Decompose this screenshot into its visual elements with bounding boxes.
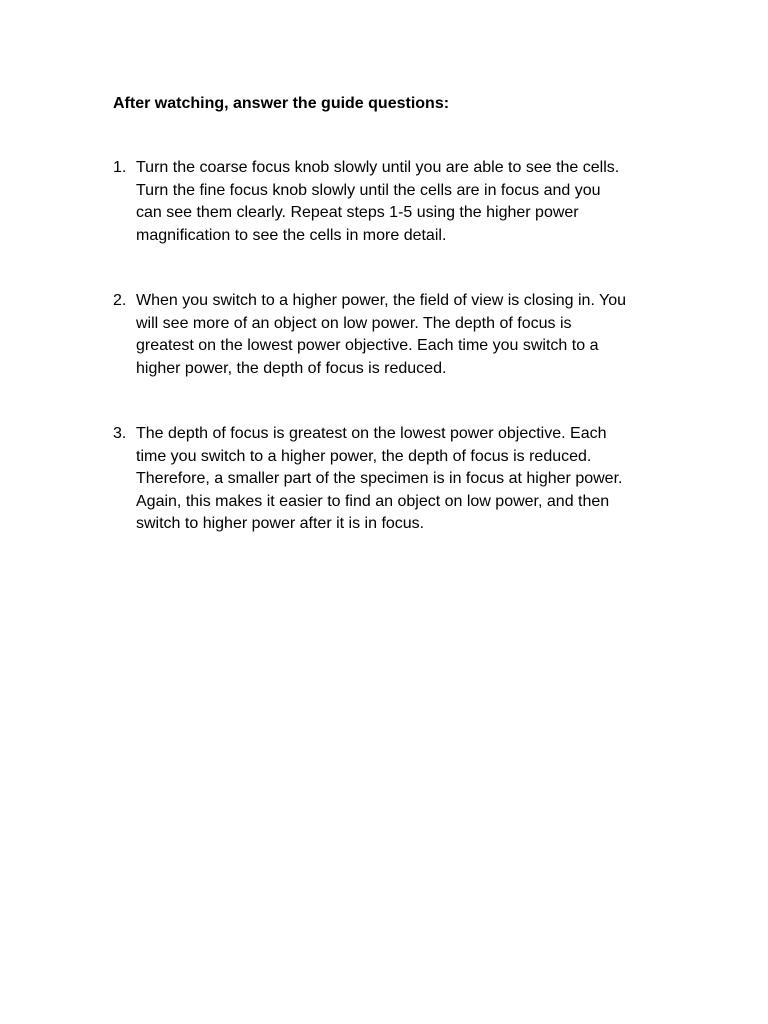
question-item-1	[113, 157, 693, 247]
answer-line: Again, this makes it easier to find an object on low power, and then	[136, 492, 610, 510]
question-item-3	[113, 423, 693, 536]
answer-line: switch to higher power after it is in focus.	[136, 515, 425, 532]
answer-line: Therefore, a smaller part of the specimen is in focus at higher power.	[136, 470, 623, 487]
question-number: 3.	[113, 425, 127, 442]
answer-line: can see them clearly. Repeat steps 1-5 using the higher power	[136, 204, 579, 221]
question-number: 2.	[113, 292, 127, 309]
question-list	[113, 157, 693, 536]
page-heading: After watching, answer the guide questions:	[113, 95, 450, 112]
answer-line: higher power, the depth of focus is reduced.	[136, 359, 447, 377]
question-item-2	[113, 290, 693, 380]
answer-line: Turn the fine focus knob slowly until the cells are in focus and you	[136, 181, 601, 199]
answer-line: When you switch to a higher power, the field of view is closing in. You	[136, 292, 627, 309]
answer-line: greatest on the lowest power objective. Each time you switch to a	[136, 337, 599, 354]
answer-line: The depth of focus is greatest on the lowest power objective. Each	[136, 425, 607, 442]
question-number: 1.	[113, 159, 127, 176]
answer-line: magnification to see the cells in more detail.	[136, 226, 447, 244]
answer-line: will see more of an object on low power. The depth of focus is	[136, 314, 572, 332]
answer-line: time you switch to a higher power, the depth of focus is reduced.	[136, 447, 592, 465]
answer-line: Turn the coarse focus knob slowly until you are able to see the cells.	[136, 159, 620, 176]
